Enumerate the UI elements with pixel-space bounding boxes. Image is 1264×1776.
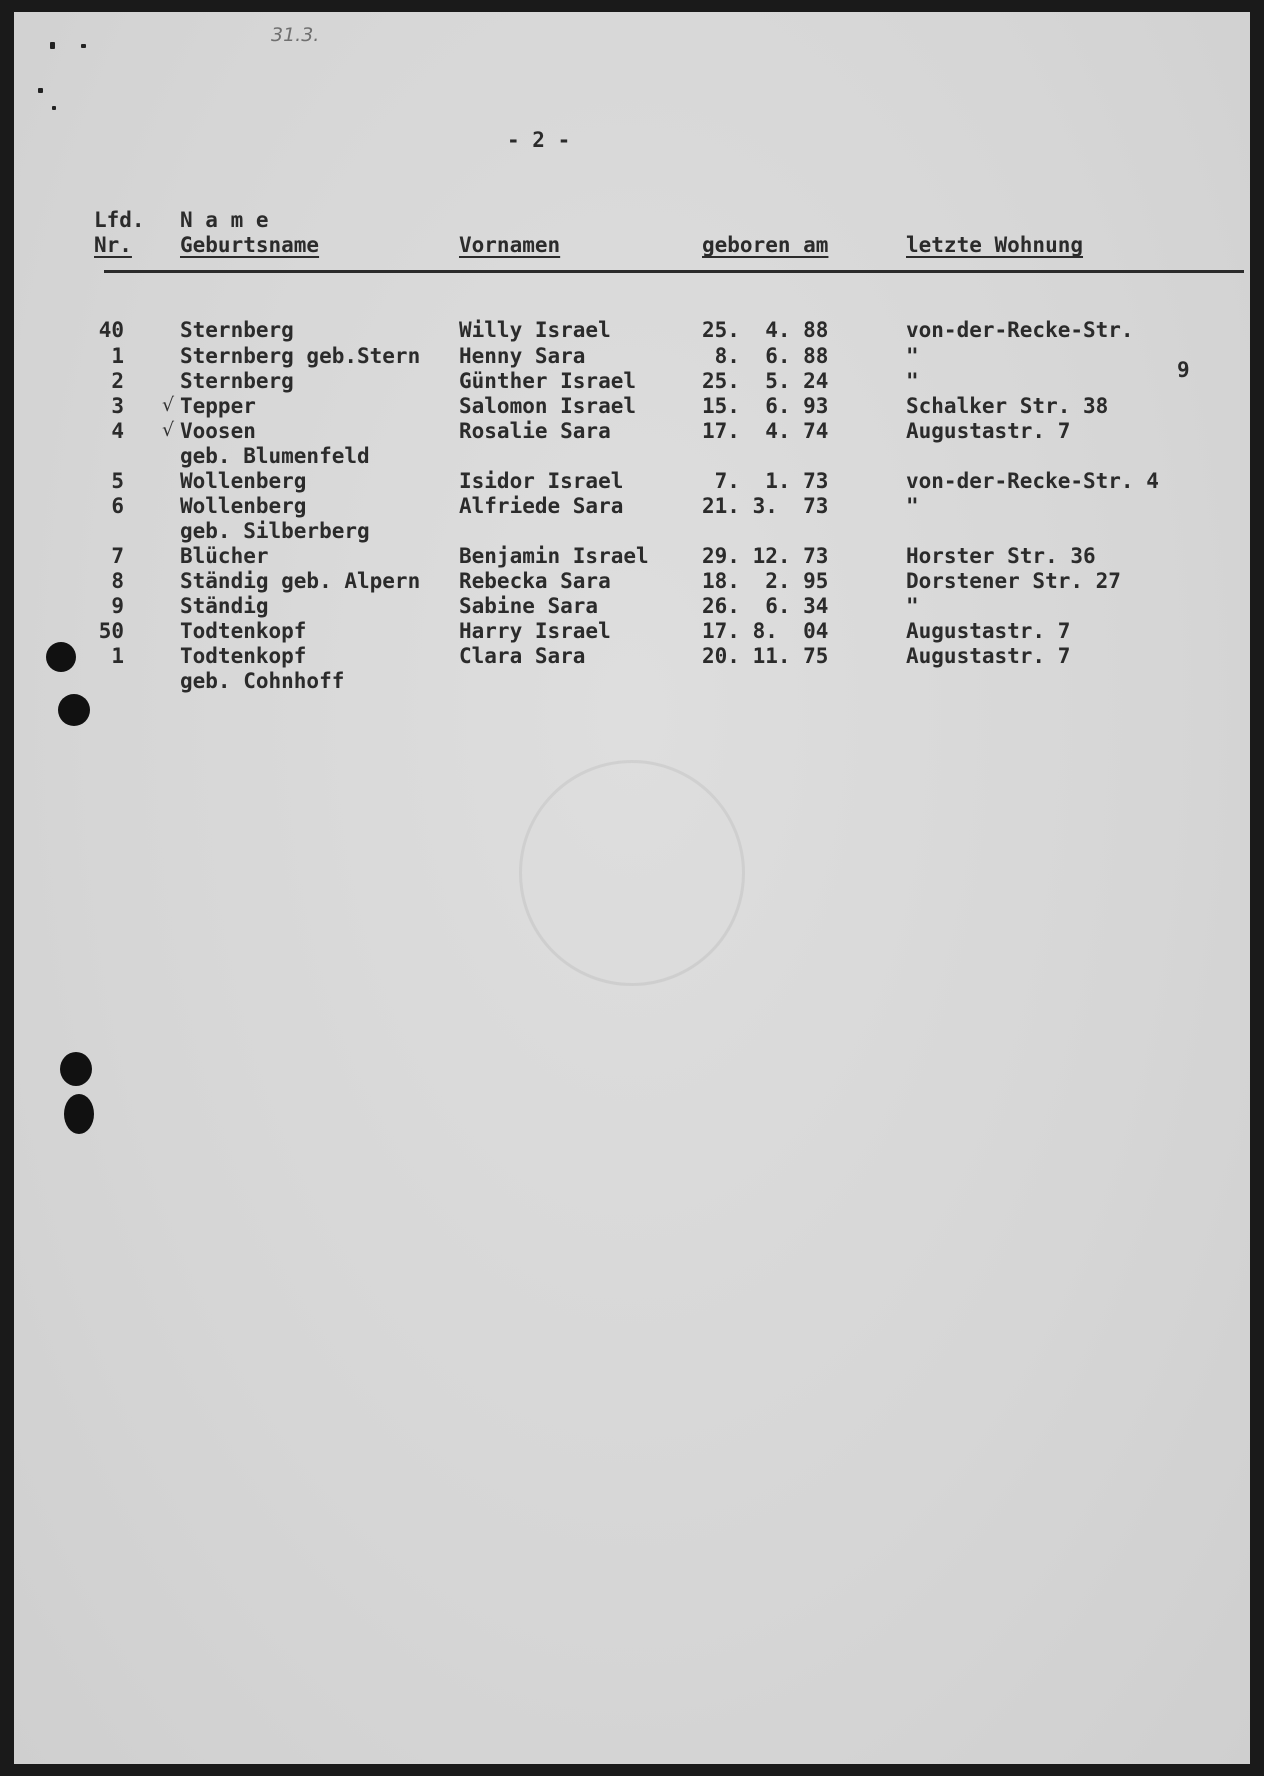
ink-speck	[38, 88, 43, 93]
row-number: 50	[98, 619, 124, 643]
ink-speck	[52, 106, 56, 110]
header-letzte-wohnung: letzte Wohnung	[906, 233, 1084, 257]
header-geboren-am: geboren am	[702, 233, 829, 257]
row-number: 1	[111, 344, 124, 368]
row-geboren: 21. 3. 73	[702, 494, 829, 518]
row-number: 40	[98, 318, 124, 342]
row-geboren: 26. 6. 34	[702, 594, 829, 618]
check-mark: √	[162, 394, 175, 416]
row-vornamen: Harry Israel	[459, 619, 611, 643]
row-wohnung: "	[906, 494, 919, 518]
row-name: geb. Blumenfeld	[180, 444, 370, 468]
header-rule	[104, 270, 1244, 273]
row-wohnung: von-der-Recke-Str.	[906, 318, 1134, 342]
row-geboren: 18. 2. 95	[702, 569, 829, 593]
header-nr: Nr.	[94, 233, 132, 257]
row-name: Ständig geb. Alpern	[180, 569, 421, 593]
row-wohnung: Schalker Str. 38	[906, 394, 1109, 418]
table-row	[14, 519, 1250, 544]
row-vornamen: Benjamin Israel	[459, 544, 649, 568]
row-geboren: 17. 4. 74	[702, 419, 829, 443]
table-row	[14, 569, 1250, 594]
row-vornamen: Rosalie Sara	[459, 419, 611, 443]
table-row	[14, 469, 1250, 494]
row-wohnung: "	[906, 369, 919, 393]
page-number: - 2 -	[507, 128, 571, 152]
row-vornamen: Willy Israel	[459, 318, 611, 342]
table-row	[14, 444, 1250, 469]
row-vornamen: Clara Sara	[459, 644, 586, 668]
row-geboren: 17. 8. 04	[702, 619, 829, 643]
row-geboren: 20. 11. 75	[702, 644, 829, 668]
row-number: 2	[111, 369, 124, 393]
row-name: Tepper	[180, 394, 256, 418]
header-geburtsname: Geburtsname	[180, 233, 320, 257]
row-number: 7	[111, 544, 124, 568]
ink-speck	[50, 42, 55, 49]
table-row	[14, 318, 1250, 343]
faint-stamp	[519, 760, 745, 986]
table-row	[14, 544, 1250, 569]
row-wohnung: Augustastr. 7	[906, 644, 1071, 668]
table-row	[14, 419, 1250, 444]
row-vornamen: Isidor Israel	[459, 469, 624, 493]
row-number: 6	[111, 494, 124, 518]
row-name: Wollenberg	[180, 469, 307, 493]
row-wohnung: Dorstener Str. 27	[906, 569, 1121, 593]
row-geboren: 15. 6. 93	[702, 394, 829, 418]
punch-hole-2	[58, 694, 90, 726]
table-row	[14, 394, 1250, 419]
row-name: geb. Cohnhoff	[180, 669, 345, 693]
row-name: Sternberg	[180, 369, 294, 393]
row-name: Sternberg	[180, 318, 294, 342]
table-row	[14, 594, 1250, 619]
row-geboren: 29. 12. 73	[702, 544, 829, 568]
row-number: 3	[111, 394, 124, 418]
header-name: N a m e	[180, 208, 269, 232]
table-row	[14, 644, 1250, 669]
row-vornamen: Alfriede Sara	[459, 494, 624, 518]
table-row	[14, 369, 1250, 394]
row-name: Todtenkopf	[180, 619, 307, 643]
row-name: Blücher	[180, 544, 269, 568]
row-number: 1	[111, 644, 124, 668]
row-number: 4	[111, 419, 124, 443]
row-vornamen: Salomon Israel	[459, 394, 637, 418]
row-number: 8	[111, 569, 124, 593]
punch-hole-4	[64, 1094, 94, 1134]
header-lfd: Lfd.	[94, 208, 145, 232]
row-wohnung: "	[906, 344, 919, 368]
punch-hole-3	[60, 1052, 92, 1086]
row-name: geb. Silberberg	[180, 519, 370, 543]
row-geboren: 25. 5. 24	[702, 369, 829, 393]
row-vornamen: Rebecka Sara	[459, 569, 611, 593]
row-geboren: 8. 6. 88	[702, 344, 829, 368]
document-page	[14, 12, 1250, 1764]
row-name: Sternberg geb.Stern	[180, 344, 421, 368]
table-row	[14, 494, 1250, 519]
row-wohnung: Horster Str. 36	[906, 544, 1096, 568]
punch-hole-1	[46, 642, 76, 672]
ink-speck	[81, 44, 86, 48]
row-vornamen: Henny Sara	[459, 344, 586, 368]
table-row	[14, 619, 1250, 644]
pencil-note: 31.3.	[271, 24, 320, 46]
row-name: Todtenkopf	[180, 644, 307, 668]
row-extra: 9	[1177, 358, 1190, 382]
row-number: 9	[111, 594, 124, 618]
check-mark: √	[162, 419, 175, 441]
row-wohnung: Augustastr. 7	[906, 419, 1071, 443]
row-name: Ständig	[180, 594, 269, 618]
row-wohnung: von-der-Recke-Str. 4	[906, 469, 1159, 493]
row-wohnung: Augustastr. 7	[906, 619, 1071, 643]
row-vornamen: Günther Israel	[459, 369, 637, 393]
row-vornamen: Sabine Sara	[459, 594, 599, 618]
row-name: Wollenberg	[180, 494, 307, 518]
row-name: Voosen	[180, 419, 256, 443]
table-row	[14, 669, 1250, 694]
row-wohnung: "	[906, 594, 919, 618]
row-number: 5	[111, 469, 124, 493]
header-vornamen: Vornamen	[459, 233, 561, 257]
row-geboren: 7. 1. 73	[702, 469, 829, 493]
row-geboren: 25. 4. 88	[702, 318, 829, 342]
